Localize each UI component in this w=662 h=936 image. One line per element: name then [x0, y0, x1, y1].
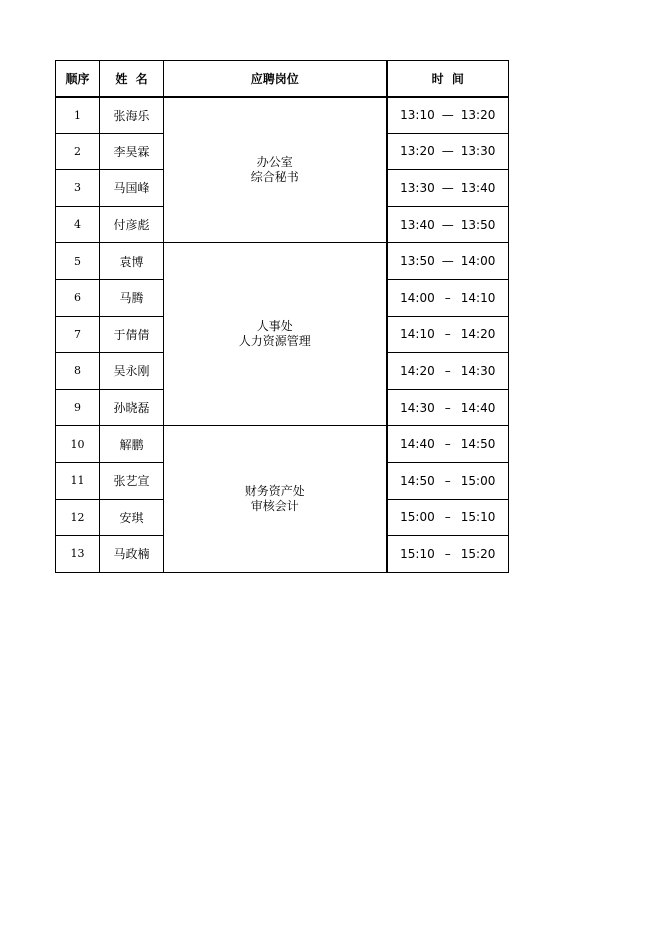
time-separator: —: [441, 180, 454, 195]
seq-cell: 10: [56, 426, 100, 463]
time-cell: [387, 316, 509, 353]
time-separator: –: [444, 400, 451, 415]
seq-cell: 7: [56, 316, 100, 353]
time-separator: –: [444, 290, 451, 305]
time-end: 14:20: [460, 327, 496, 342]
seq-cell: 1: [56, 97, 100, 134]
time-separator: –: [444, 546, 451, 561]
time-end: 13:40: [460, 180, 496, 195]
time-start: 13:40: [400, 217, 435, 232]
name-cell: 张艺宣: [100, 462, 164, 499]
name-cell: 付彦彪: [100, 206, 164, 243]
header-post: 应聘岗位: [164, 61, 387, 97]
table-row: [56, 426, 509, 463]
time-separator: –: [444, 327, 451, 342]
post-department: 办公室: [256, 154, 293, 169]
header-time: 时 间: [387, 61, 509, 97]
time-end: 14:30: [460, 363, 496, 378]
time-separator: —: [441, 108, 454, 123]
time-cell: [387, 499, 509, 536]
name-cell: 李昊霖: [100, 133, 164, 170]
time-start: 14:20: [400, 363, 435, 378]
time-cell: [387, 279, 509, 316]
name-cell: 袁博: [100, 243, 164, 280]
time-end: 13:20: [460, 108, 496, 123]
seq-cell: 13: [56, 536, 100, 573]
time-cell: [387, 426, 509, 463]
time-end: 14:50: [460, 437, 496, 452]
seq-cell: 8: [56, 353, 100, 390]
time-end: 13:30: [460, 144, 496, 159]
seq-cell: 3: [56, 170, 100, 207]
name-cell: 马腾: [100, 279, 164, 316]
time-cell: [387, 170, 509, 207]
time-start: 13:20: [400, 144, 435, 159]
time-end: 13:50: [460, 217, 496, 232]
time-separator: –: [444, 437, 451, 452]
time-start: 13:10: [400, 108, 435, 123]
time-end: 14:40: [460, 400, 496, 415]
time-cell: [387, 206, 509, 243]
table-row: [56, 243, 509, 280]
header-seq: 顺序: [56, 61, 100, 97]
post-cell: [164, 97, 387, 243]
time-end: 15:00: [460, 473, 496, 488]
time-start: 14:10: [400, 327, 435, 342]
time-start: 14:40: [400, 437, 435, 452]
seq-cell: 11: [56, 462, 100, 499]
interview-schedule-table: [55, 60, 509, 573]
post-department: 财务资产处: [244, 484, 305, 499]
header-name: 姓 名: [100, 61, 164, 97]
time-end: 15:10: [460, 510, 496, 525]
time-cell: [387, 97, 509, 134]
post-department: 人事处: [256, 319, 293, 334]
seq-cell: 5: [56, 243, 100, 280]
name-cell: 解鹏: [100, 426, 164, 463]
post-position: 人力资源管理: [238, 334, 311, 349]
time-separator: —: [441, 144, 454, 159]
name-cell: 马政楠: [100, 536, 164, 573]
table-row: [56, 97, 509, 134]
time-separator: –: [444, 510, 451, 525]
time-cell: [387, 462, 509, 499]
seq-cell: 4: [56, 206, 100, 243]
time-start: 14:30: [400, 400, 435, 415]
time-start: 13:30: [400, 180, 435, 195]
time-start: 13:50: [400, 254, 435, 269]
time-start: 15:10: [400, 546, 435, 561]
header-row: [56, 61, 509, 97]
post-position: 审核会计: [250, 499, 299, 514]
seq-cell: 9: [56, 389, 100, 426]
post-cell: [164, 426, 387, 572]
time-start: 14:50: [400, 473, 435, 488]
time-start: 14:00: [400, 290, 435, 305]
time-cell: [387, 389, 509, 426]
seq-cell: 12: [56, 499, 100, 536]
name-cell: 孙晓磊: [100, 389, 164, 426]
time-separator: –: [444, 363, 451, 378]
time-cell: [387, 133, 509, 170]
time-end: 14:10: [460, 290, 496, 305]
seq-cell: 6: [56, 279, 100, 316]
time-separator: –: [444, 473, 451, 488]
name-cell: 张海乐: [100, 97, 164, 134]
time-separator: —: [441, 254, 454, 269]
time-separator: —: [441, 217, 454, 232]
seq-cell: 2: [56, 133, 100, 170]
time-start: 15:00: [400, 510, 435, 525]
name-cell: 于倩倩: [100, 316, 164, 353]
time-cell: [387, 536, 509, 573]
time-end: 15:20: [460, 546, 496, 561]
time-cell: [387, 353, 509, 390]
name-cell: 安琪: [100, 499, 164, 536]
name-cell: 吴永刚: [100, 353, 164, 390]
time-cell: [387, 243, 509, 280]
name-cell: 马国峰: [100, 170, 164, 207]
time-end: 14:00: [460, 254, 496, 269]
post-cell: [164, 243, 387, 426]
post-position: 综合秘书: [250, 169, 299, 184]
